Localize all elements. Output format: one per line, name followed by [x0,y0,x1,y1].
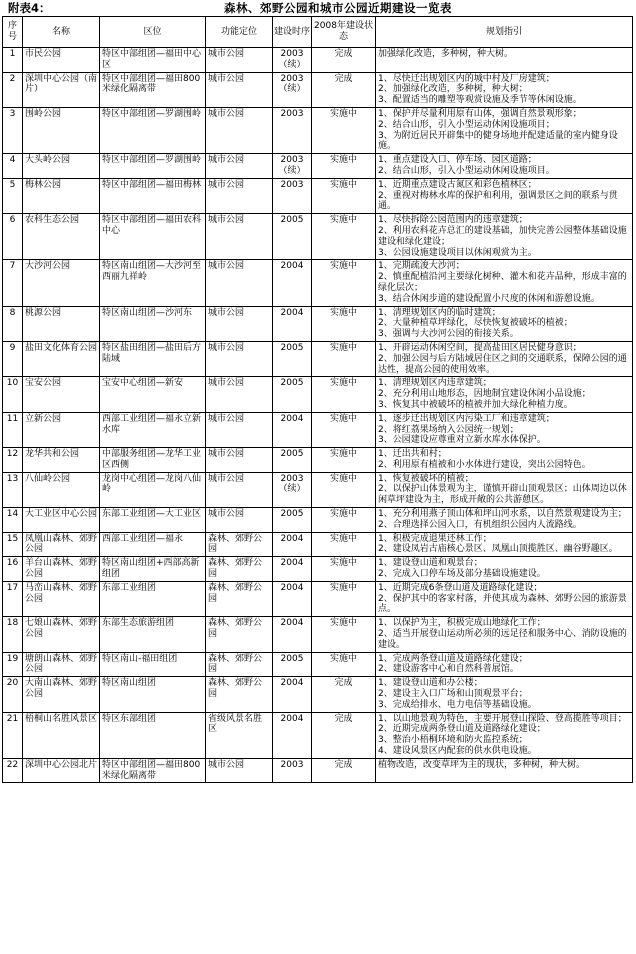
cell-guide [376,652,633,677]
cell-no: 19 [3,652,23,677]
cell-function: 森林、郊野公园 [206,532,273,557]
cell-status: 完成 [312,712,376,758]
cell-status: 实施中 [312,154,376,179]
guide-line: 2、结合山形，引入小型运动休闲设施项目； [378,119,555,130]
guide-line: 1、尽快迁出规划区内的城中村及厂房建筑； [378,73,555,84]
table-row [3,712,633,758]
cell-function: 城市公园 [206,72,273,107]
cell-name: 梧桐山名胜风景区 [23,712,100,758]
cell-year: 2003 [273,178,312,213]
cell-year: 2003（续） [273,72,312,107]
table-row [3,581,633,616]
cell-name: 立新公园 [23,412,100,447]
cell-status: 实施中 [312,508,376,533]
cell-name: 深圳中心公园（南片） [23,72,100,107]
cell-status: 实施中 [312,306,376,341]
cell-name: 盐田文化体育公园 [23,341,100,376]
cell-function: 城市公园 [206,154,273,179]
guide-line: 2、建设主入口广场和山顶观景平台； [378,689,528,700]
cell-no: 20 [3,677,23,712]
title-row [2,0,634,16]
guide-line: 1、以山地景观为特色，主要开展登山探险、登高揽胜等项目； [378,713,627,724]
cell-status: 实施中 [312,448,376,473]
guide-line: 3、完成给排水、电力电信等基础设施。 [378,699,537,710]
cell-no: 3 [3,107,23,153]
guide-line: 1、保护并尽量利用原有山体，强调自然景观形象； [378,108,582,119]
cell-year: 2005 [273,448,312,473]
guide-line: 2、结合山形，引入小型运动休闲设施项目。 [378,165,555,176]
cell-location: 特区中部组团—福田800米绿化隔离带 [100,72,206,107]
guide-line: 4、建设风景区内配套的供水供电设施。 [378,746,537,757]
cell-function: 城市公园 [206,341,273,376]
cell-no: 14 [3,508,23,533]
guide-line: 1、恢复被破坏的植被； [378,473,474,484]
guide-line: 2、适当开展登山运动所必须的远足径和服务中心、消防设施的建设。 [378,629,627,650]
cell-guide [376,377,633,412]
cell-function: 城市公园 [206,48,273,73]
guide-line: 1、积极完成退果还林工作； [378,533,492,544]
header-status: 2008年建设状态 [312,17,376,48]
cell-location: 东部工业组团 [100,581,206,616]
table-row [3,472,633,507]
cell-guide [376,508,633,533]
guide-line: 3、为附近居民开辟集中的健身场地并配建适量的室内健身设施。 [378,130,618,152]
cell-location: 特区中部组团—福田800米绿化隔离带 [100,758,206,783]
table-row [3,758,633,783]
cell-no: 2 [3,72,23,107]
cell-name: 围岭公园 [23,107,100,153]
guide-line: 1、完期疏浚大沙河； [378,261,465,272]
cell-location: 特区中部组团—福田中心区 [100,48,206,73]
cell-location: 西部工业组团—福永立新水库 [100,412,206,447]
cell-year: 2005 [273,377,312,412]
guide-line: 2、建设凤岩古庙核心景区、凤凰山顶揽胜区、幽谷野趣区。 [378,544,618,555]
cell-year: 2004 [273,260,312,306]
cell-location: 特区东部组团 [100,712,206,758]
guide-line: 1、以保护为主，积极完成山地绿化工作； [378,618,546,629]
cell-function: 省级风景名胜区 [206,712,273,758]
cell-guide [376,472,633,507]
cell-year: 2004 [273,306,312,341]
header-no: 序号 [3,17,23,48]
cell-guide [376,557,633,582]
cell-function: 森林、郊野公园 [206,617,273,652]
guide-line: 2、大量种植草坪绿化，尽快恢复被破坏的植被； [378,318,573,329]
table-row [3,178,633,213]
cell-function: 城市公园 [206,412,273,447]
guide-line: 2、加强公园与后方陆域居住区之间的交通联系，保障公园的通达性，提高公园的使用效率。 [378,353,627,375]
cell-location: 特区中部组团—福田梅林 [100,178,206,213]
table-row [3,532,633,557]
table-row [3,412,633,447]
table-row [3,260,633,306]
cell-name: 塘朗山森林、郊野公园 [23,652,100,677]
cell-name: 七娘山森林、郊野公园 [23,617,100,652]
guide-line: 3、公园建设应尊重对立新水库水体保护。 [378,435,546,446]
cell-name: 马峦山森林、郊野公园 [23,581,100,616]
cell-location: 特区南山-福田组团 [100,652,206,677]
header-location: 区位 [100,17,206,48]
cell-function: 城市公园 [206,758,273,783]
guide-line: 加强绿化改造，多种树，种大树。 [378,49,514,59]
cell-guide [376,72,633,107]
cell-name: 宝安公园 [23,377,100,412]
cell-function: 城市公园 [206,472,273,507]
cell-status: 实施中 [312,412,376,447]
cell-location: 特区中部组团—福田农科中心 [100,214,206,260]
cell-year: 2005 [273,652,312,677]
cell-name: 深圳中心公园北片 [23,758,100,783]
guide-line: 1、迁出共和村； [378,449,447,460]
cell-guide [376,758,633,783]
cell-function: 城市公园 [206,306,273,341]
guide-line: 3、恢复其中被破坏的植被并加大绿化种植力度。 [378,399,573,410]
cell-year: 2005 [273,214,312,260]
header-guide: 规划指引 [376,17,633,48]
guide-line: 1、充分利用燕子顶山体和坪山河水系，以自然景观建设为主； [378,509,627,520]
cell-name: 梅林公园 [23,178,100,213]
table-row [3,557,633,582]
cell-status: 完成 [312,758,376,783]
cell-year: 2003（续） [273,154,312,179]
guide-line: 1、逐步迁出规划区内污染工厂和违章建筑； [378,413,555,424]
cell-guide [376,448,633,473]
cell-no: 4 [3,154,23,179]
cell-location: 东部生态旅游组团 [100,617,206,652]
guide-line: 3、公园设施建设项目以休闲观赏为主。 [378,247,537,258]
parks-table [2,16,633,783]
cell-no: 13 [3,472,23,507]
cell-status: 实施中 [312,472,376,507]
cell-status: 实施中 [312,214,376,260]
cell-status: 实施中 [312,178,376,213]
cell-name: 市民公园 [23,48,100,73]
cell-function: 森林、郊野公园 [206,581,273,616]
cell-status: 实施中 [312,557,376,582]
guide-line: 1、近期完成6条登山道及道路绿化建设； [378,582,543,593]
table-row [3,652,633,677]
cell-name: 羊台山森林、郊野公园 [23,557,100,582]
cell-location: 特区南山组团—大沙河至西丽九祥岭 [100,260,206,306]
cell-no: 22 [3,758,23,783]
cell-function: 城市公园 [206,448,273,473]
cell-guide [376,532,633,557]
header-name: 名称 [23,17,100,48]
cell-no: 15 [3,532,23,557]
cell-name: 八仙岭公园 [23,472,100,507]
guide-line: 2、建设游客中心和自然科普展馆。 [378,664,519,675]
cell-no: 16 [3,557,23,582]
cell-year: 2003 [273,107,312,153]
cell-guide [376,154,633,179]
cell-location: 东部工业组团—大工业区 [100,508,206,533]
appendix-label: 附表4： [8,1,51,15]
guide-line: 1、清理规划区内违章建筑； [378,378,492,389]
cell-guide [376,412,633,447]
cell-no: 8 [3,306,23,341]
cell-year: 2004 [273,412,312,447]
guide-line: 3、强调与大沙河公园的衔接关系。 [378,329,519,340]
guide-line: 3、整治小梧桐环境和防火监控系统； [378,735,528,746]
cell-guide [376,677,633,712]
cell-status: 实施中 [312,377,376,412]
cell-year: 2005 [273,341,312,376]
cell-location: 特区中部组团—罗湖围岭 [100,154,206,179]
cell-function: 城市公园 [206,508,273,533]
cell-no: 7 [3,260,23,306]
cell-guide [376,214,633,260]
cell-no: 21 [3,712,23,758]
table-row [3,617,633,652]
cell-year: 2003（续） [273,472,312,507]
cell-location: 特区南山组团 [100,677,206,712]
cell-year: 2005 [273,508,312,533]
cell-no: 18 [3,617,23,652]
cell-function: 城市公园 [206,107,273,153]
cell-name: 龙华共和公园 [23,448,100,473]
guide-line: 1、完成两条登山道及道路绿化建设； [378,653,528,664]
cell-function: 城市公园 [206,260,273,306]
cell-status: 完成 [312,677,376,712]
table-row [3,214,633,260]
guide-line: 2、完成入口停车场及部分基础设施建设。 [378,569,546,580]
cell-function: 城市公园 [206,214,273,260]
guide-line: 2、慎重配植沿河主要绿化树种、灌木和花卉品种，形成丰富的绿化层次； [378,272,627,293]
cell-location: 特区南山组团+西部高新组团 [100,557,206,582]
guide-line: 2、近期完成两条登山道及道路绿化建设； [378,724,546,735]
cell-guide [376,617,633,652]
cell-year: 2004 [273,617,312,652]
cell-location: 龙岗中心组团—龙岗八仙岭 [100,472,206,507]
cell-no: 5 [3,178,23,213]
table-row [3,508,633,533]
cell-guide [376,581,633,616]
cell-no: 9 [3,341,23,376]
cell-name: 大头岭公园 [23,154,100,179]
cell-location: 特区盐田组团—盐田后方陆域 [100,341,206,376]
guide-line: 2、利用原有植被和小水体进行建设，突出公园特色。 [378,459,591,470]
cell-year: 2004 [273,532,312,557]
guide-line: 1、建设登山道和观景台； [378,558,483,569]
cell-guide [376,48,633,73]
guide-line: 2、利用农科花卉总汇的建设基础，加快完善公园整体基础设施建设和绿化建设； [378,225,627,247]
cell-guide [376,178,633,213]
cell-no: 11 [3,412,23,447]
cell-no: 12 [3,448,23,473]
guide-line: 3、配置适当的雕塑等观赏设施及季节等休闲设施。 [378,95,582,106]
guide-line: 2、充分利用山地形态，因地制宜建设休闲小品设施； [378,389,591,400]
cell-status: 实施中 [312,260,376,306]
guide-line: 2、以保护山体景观为主，谨慎开辟山顶观景区；山体周边以休闲草坪建设为主，形成开敞的公共游憩区。 [378,484,627,506]
table-row [3,72,633,107]
cell-no: 1 [3,48,23,73]
cell-location: 中部服务组团—龙华工业区西侧 [100,448,206,473]
header-year: 建设时序 [273,17,312,48]
cell-location: 宝安中心组团—新安 [100,377,206,412]
header-function: 功能定位 [206,17,273,48]
cell-guide [376,712,633,758]
cell-status: 实施中 [312,617,376,652]
table-row [3,48,633,73]
cell-status: 实施中 [312,341,376,376]
cell-name: 农科生态公园 [23,214,100,260]
cell-year: 2003（续） [273,48,312,73]
guide-line: 2、保护其中的客家村落，并使其成为森林、郊野公园的旅游景点。 [378,593,627,615]
guide-line: 1、清理规划区内的临时建筑； [378,307,501,318]
cell-location: 特区中部组团—罗湖围岭 [100,107,206,153]
guide-line: 1、重点建设入口、停车场、园区道路； [378,155,537,166]
cell-name: 大沙河公园 [23,260,100,306]
cell-year: 2004 [273,581,312,616]
guide-line: 2、重视对梅林水库的保护和利用，强调景区之间的联系与贯通。 [378,190,618,212]
guide-line: 3、结合休闲步道的建设配置小尺度的休闲和游憩设施。 [378,293,600,304]
cell-status: 实施中 [312,581,376,616]
cell-no: 6 [3,214,23,260]
cell-name: 凤凰山森林、郊野公园 [23,532,100,557]
cell-guide [376,107,633,153]
cell-name: 大南山森林、郊野公园 [23,677,100,712]
guide-line: 植物改造，改变草坪为主的现状，多种树，种大树。 [378,759,586,770]
guide-line: 1、近期重点建设古氮区和彩色植林区； [378,179,537,190]
cell-guide [376,260,633,306]
cell-no: 17 [3,581,23,616]
cell-year: 2003 [273,758,312,783]
cell-status: 完成 [312,72,376,107]
cell-function: 森林、郊野公园 [206,557,273,582]
cell-name: 大工业区中心公园 [23,508,100,533]
guide-line: 1、尽快拆除公园范围内的违章建筑； [378,215,528,226]
table-row [3,677,633,712]
cell-year: 2004 [273,557,312,582]
table-row [3,107,633,153]
table-row [3,377,633,412]
cell-status: 实施中 [312,532,376,557]
cell-location: 西部工业组团—福永 [100,532,206,557]
guide-line: 2、加强绿化改造，多种树，种大树； [378,84,528,95]
cell-year: 2004 [273,712,312,758]
guide-line: 2、合理选择公园入口，有机组织公园内人流路线。 [378,519,582,530]
cell-name: 桃源公园 [23,306,100,341]
guide-line: 1、开辟运动休闲空间，提高盐田区居民健身意识； [378,342,582,353]
cell-function: 森林、郊野公园 [206,652,273,677]
table-body [3,48,633,783]
guide-line: 2、将红荔果场纳入公园统一规划； [378,424,519,435]
page-title: 森林、郊野公园和城市公园近期建设一览表 [224,1,452,15]
cell-year: 2004 [273,677,312,712]
table-row [3,306,633,341]
cell-guide [376,341,633,376]
cell-function: 森林、郊野公园 [206,677,273,712]
cell-status: 完成 [312,48,376,73]
cell-function: 城市公园 [206,377,273,412]
table-row [3,448,633,473]
table-header-row [3,17,633,48]
cell-function: 城市公园 [206,178,273,213]
cell-status: 实施中 [312,652,376,677]
table-row [3,341,633,376]
cell-no: 10 [3,377,23,412]
guide-line: 1、建设登山道和办公楼； [378,678,483,689]
table-row [3,154,633,179]
cell-location: 特区南山组团—沙河东 [100,306,206,341]
cell-guide [376,306,633,341]
cell-status: 实施中 [312,107,376,153]
